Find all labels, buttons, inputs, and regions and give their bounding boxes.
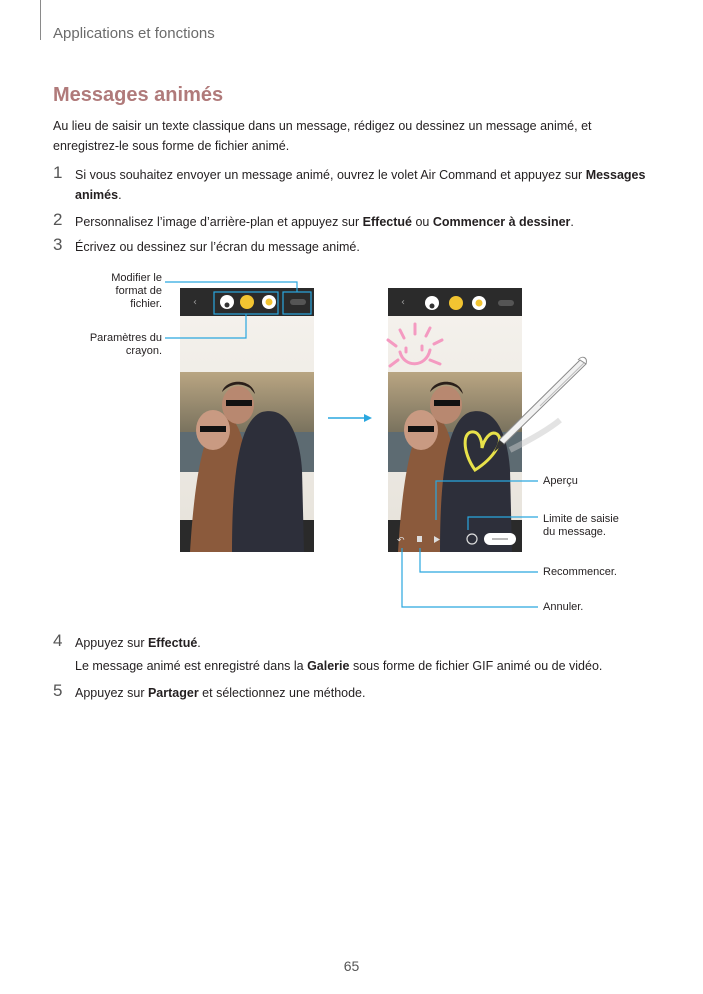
- step-number: 2: [53, 210, 63, 229]
- format-toggle[interactable]: [290, 299, 306, 305]
- header-title: Applications et fonctions: [53, 25, 215, 42]
- step-1: 1 Si vous souhaitez envoyer un message animé, ouvrez le volet Air Command et appuyez sur Messages animés.: [53, 163, 646, 202]
- step-number: 3: [53, 235, 63, 254]
- intro-paragraph: Au lieu de saisir un texte classique dans un message, rédigez ou dessinez un message animé, et enregistrez-le sous forme de fichier animé.: [53, 119, 592, 153]
- back-icon[interactable]: ‹: [401, 297, 405, 308]
- trash-icon[interactable]: [417, 536, 422, 542]
- back-icon[interactable]: ‹: [193, 297, 197, 308]
- callout-preview: Aperçu: [543, 475, 578, 487]
- section-title: Messages animés: [53, 84, 224, 106]
- ui-term: Effectué: [362, 215, 412, 229]
- ui-term: Messages animés: [75, 168, 646, 202]
- step-4-detail: Le message animé est enregistré dans la Galerie sous forme de fichier GIF animé ou de vidéo.: [75, 659, 603, 673]
- callout-format: Modifier le format de fichier.: [111, 272, 162, 310]
- ui-term: Galerie: [307, 659, 350, 673]
- step-number: 5: [53, 681, 63, 700]
- step-number: 4: [53, 631, 63, 650]
- ui-term: Partager: [147, 686, 199, 700]
- ui-term: Commencer à dessiner: [432, 215, 571, 229]
- step-4: 4 Appuyez sur Effectué.: [53, 631, 201, 650]
- color-icon[interactable]: [449, 296, 463, 310]
- callout-undo: Annuler.: [543, 601, 584, 613]
- color-icon[interactable]: [240, 295, 254, 309]
- step-3: 3 Écrivez ou dessinez sur l’écran du message animé.: [53, 235, 360, 254]
- step-5: 5 Appuyez sur Partager et sélectionnez une méthode.: [53, 681, 366, 700]
- step-number: 1: [53, 163, 63, 182]
- ui-term: Effectué: [147, 636, 198, 650]
- phone-screen-left: [180, 288, 314, 552]
- callout-restart: Recommencer.: [543, 566, 617, 578]
- undo-icon[interactable]: ↶: [397, 536, 405, 546]
- phone-screen-right: [388, 288, 522, 552]
- page-number: 65: [343, 958, 360, 974]
- callout-pen-settings: Paramètres du crayon.: [89, 332, 162, 357]
- callout-input-limit: Limite de saisie du message.: [543, 513, 619, 538]
- step-2: 2 Personnalisez l’image d’arrière-plan et appuyez sur Effectué ou Commencer à dessiner.: [53, 210, 574, 229]
